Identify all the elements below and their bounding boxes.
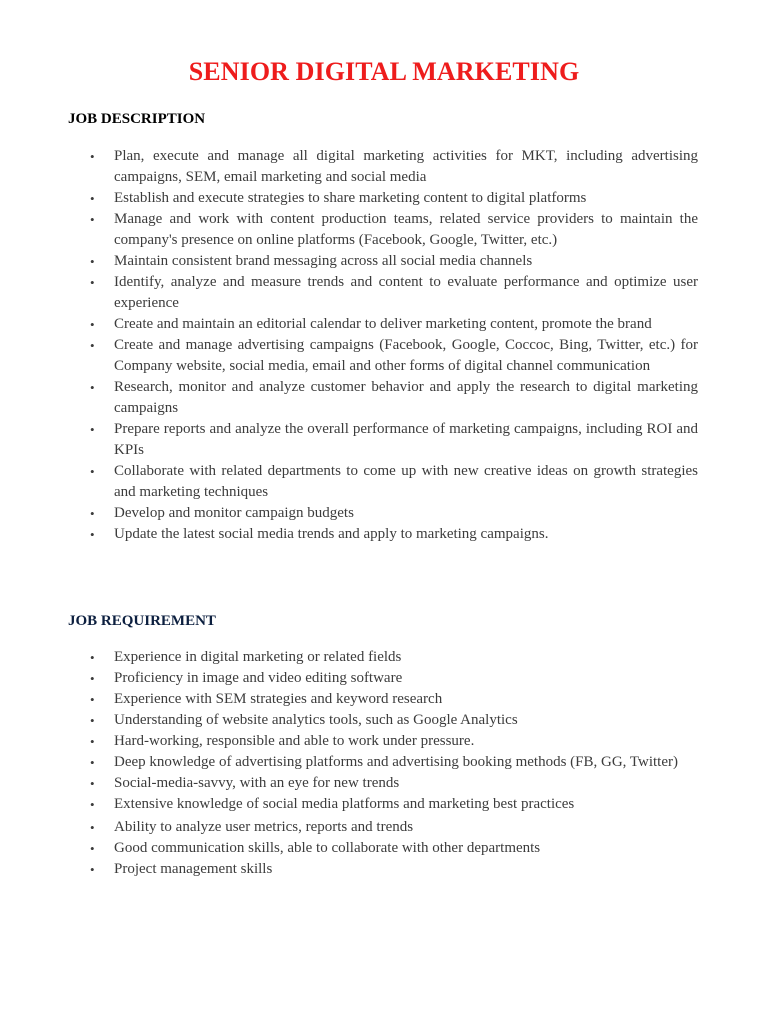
list-item: • Ability to analyze user metrics, reports and trends xyxy=(114,817,698,838)
list-item: • Manage and work with content production teams, related service providers to maintain the company's presence on online platforms (Facebook, Google, Twitter, etc.) xyxy=(90,211,698,248)
job-description-list xyxy=(90,146,698,545)
bullet-icon: • xyxy=(90,317,95,332)
job-requirement-heading: JOB REQUIREMENT xyxy=(68,613,216,629)
list-item: • Good communication skills, able to collaborate with other departments xyxy=(114,838,698,859)
list-item: • Maintain consistent brand messaging across all social media channels xyxy=(114,251,698,272)
bullet-icon: • xyxy=(90,797,95,812)
bullet-icon: • xyxy=(90,191,95,206)
list-item: • Create and manage advertising campaigns (Facebook, Google, Coccoc, Bing, Twitter, etc.) for Company website, social media, email and other forms of digital channel communication xyxy=(90,337,698,374)
bullet-icon: • xyxy=(90,380,95,395)
list-item: • Identify, analyze and measure trends and content to evaluate performance and optimize user experience xyxy=(90,274,698,311)
bullet-icon: • xyxy=(90,149,95,164)
list-item: • Develop and monitor campaign budgets xyxy=(114,503,698,524)
bullet-icon: • xyxy=(90,422,95,437)
list-item: • Create and maintain an editorial calendar to deliver marketing content, promote the brand xyxy=(114,314,698,335)
bullet-icon: • xyxy=(90,506,95,521)
list-item: • Proficiency in image and video editing software xyxy=(114,668,698,689)
bullet-icon: • xyxy=(90,254,95,269)
list-item: • Establish and execute strategies to share marketing content to digital platforms xyxy=(114,188,698,209)
list-item: • Experience with SEM strategies and keyword research xyxy=(114,689,698,710)
list-item: • Hard-working, responsible and able to work under pressure. xyxy=(114,731,698,752)
list-item: • Plan, execute and manage all digital marketing activities for MKT, including advertising campaigns, SEM, email marketing and social media xyxy=(90,148,698,185)
bullet-icon: • xyxy=(90,713,95,728)
job-description-heading: JOB DESCRIPTION xyxy=(68,111,206,127)
list-item: • Extensive knowledge of social media platforms and marketing best practices xyxy=(114,794,698,815)
bullet-icon: • xyxy=(90,820,95,835)
bullet-icon: • xyxy=(90,338,95,353)
bullet-icon: • xyxy=(90,776,95,791)
bullet-icon: • xyxy=(90,862,95,877)
bullet-icon: • xyxy=(90,671,95,686)
bullet-icon: • xyxy=(90,692,95,707)
bullet-icon: • xyxy=(90,275,95,290)
list-item: • Understanding of website analytics tools, such as Google Analytics xyxy=(114,710,698,731)
list-item: • Experience in digital marketing or related fields xyxy=(114,647,698,668)
list-item: • Project management skills xyxy=(114,859,698,880)
bullet-icon: • xyxy=(90,755,95,770)
list-item: • Research, monitor and analyze customer behavior and apply the research to digital marketing campaigns xyxy=(90,379,698,416)
list-item: • Deep knowledge of advertising platforms and advertising booking methods (FB, GG, Twitter) xyxy=(114,752,698,773)
job-requirement-list xyxy=(90,647,698,880)
bullet-icon: • xyxy=(90,212,95,227)
list-item: • Social-media-savvy, with an eye for new trends xyxy=(114,773,698,794)
bullet-icon: • xyxy=(90,464,95,479)
list-item: • Collaborate with related departments to come up with new creative ideas on growth strategies and marketing techniques xyxy=(90,463,698,500)
document-title: SENIOR DIGITAL MARKETING xyxy=(188,57,580,86)
bullet-icon: • xyxy=(90,734,95,749)
bullet-icon: • xyxy=(90,841,95,856)
bullet-icon: • xyxy=(90,527,95,542)
list-item: • Prepare reports and analyze the overall performance of marketing campaigns, including ROI and KPIs xyxy=(90,421,698,458)
bullet-icon: • xyxy=(90,650,95,665)
list-item: • Update the latest social media trends and apply to marketing campaigns. xyxy=(114,524,698,545)
